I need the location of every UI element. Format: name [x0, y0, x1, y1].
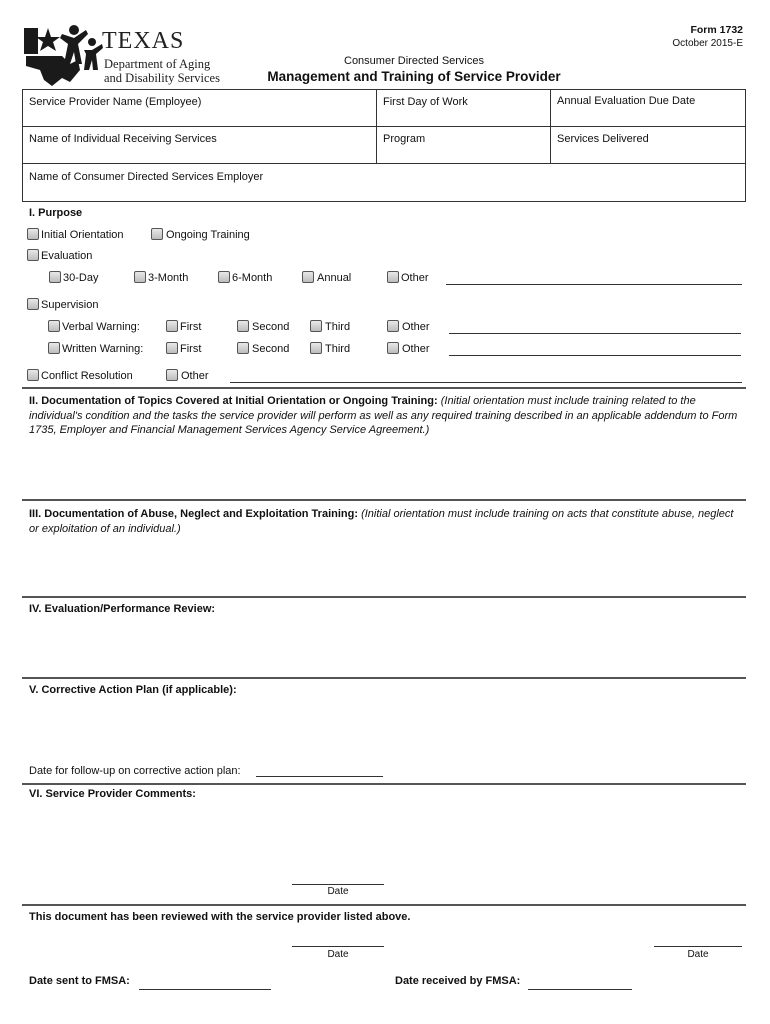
grid-line — [22, 126, 746, 127]
eval-6-month-label: 6-Month — [232, 272, 273, 284]
eval-other-checkbox[interactable] — [387, 271, 399, 283]
first-day-field[interactable]: First Day of Work — [383, 96, 468, 108]
grid-line — [376, 89, 377, 163]
written-third-label: Third — [325, 343, 351, 355]
eval-other-label: Other — [401, 272, 429, 284]
eval-annual-checkbox[interactable] — [302, 271, 314, 283]
review-date-1-label: Date — [327, 949, 349, 960]
employer-name-field[interactable]: Name of Consumer Directed Services Employer — [29, 171, 264, 183]
ongoing-training-checkbox[interactable] — [151, 228, 163, 240]
written-other-input-line[interactable] — [449, 355, 741, 356]
eval-6-month-checkbox[interactable] — [218, 271, 230, 283]
initial-orientation-checkbox[interactable] — [27, 228, 39, 240]
section-3-heading: III. Documentation of Abuse, Neglect and Exploitation Training: — [29, 508, 359, 520]
verbal-second-label: Second — [252, 321, 290, 333]
section-divider — [22, 499, 746, 501]
review-date-2-input-line[interactable] — [654, 946, 742, 947]
conflict-resolution-label: Conflict Resolution — [41, 370, 133, 382]
logo-dept-line1: Department of Aging — [104, 57, 211, 71]
review-date-2-label: Date — [687, 949, 709, 960]
verbal-other-checkbox[interactable] — [387, 320, 399, 332]
form-subtitle: Consumer Directed Services — [344, 55, 484, 67]
followup-date-input-line[interactable] — [256, 776, 383, 777]
program-field[interactable]: Program — [383, 133, 426, 145]
grid-line — [745, 89, 746, 201]
services-delivered-field[interactable]: Services Delivered — [557, 133, 649, 145]
verbal-first-checkbox[interactable] — [166, 320, 178, 332]
section-6-heading[interactable]: VI. Service Provider Comments: — [29, 788, 196, 800]
review-date-1-input-line[interactable] — [292, 946, 384, 947]
verbal-other-label: Other — [402, 321, 430, 333]
section-divider — [22, 677, 746, 679]
verbal-other-input-line[interactable] — [449, 333, 741, 334]
grid-line — [550, 89, 551, 163]
grid-line — [22, 89, 746, 90]
date-sent-fmsa-input-line[interactable] — [139, 989, 271, 990]
purpose-other-label: Other — [181, 370, 209, 382]
comments-date-label: Date — [327, 886, 349, 897]
written-second-label: Second — [252, 343, 290, 355]
date-sent-fmsa-label: Date sent to FMSA: — [29, 975, 130, 987]
eval-annual-label: Annual — [317, 272, 352, 284]
verbal-third-checkbox[interactable] — [310, 320, 322, 332]
written-third-checkbox[interactable] — [310, 342, 322, 354]
written-warning-label: Written Warning: — [62, 343, 144, 355]
date-received-fmsa-input-line[interactable] — [528, 989, 632, 990]
evaluation-checkbox[interactable] — [27, 249, 39, 261]
annual-eval-field[interactable]: Annual Evaluation Due Date — [557, 95, 696, 107]
supervision-label: Supervision — [41, 299, 99, 311]
logo-dept-line2: and Disability Services — [104, 71, 220, 85]
grid-line — [22, 201, 746, 202]
comments-date-input-line[interactable] — [292, 884, 384, 885]
eval-3-month-checkbox[interactable] — [134, 271, 146, 283]
written-second-checkbox[interactable] — [237, 342, 249, 354]
individual-name-field[interactable]: Name of Individual Receiving Services — [29, 133, 217, 145]
written-warning-checkbox[interactable] — [48, 342, 60, 354]
form-number: Form 1732 — [690, 24, 743, 36]
verbal-warning-label: Verbal Warning: — [62, 321, 140, 333]
section-2-block[interactable] — [29, 394, 739, 438]
section-divider — [22, 904, 746, 906]
date-received-fmsa-label: Date received by FMSA: — [395, 975, 521, 987]
grid-line — [22, 163, 746, 164]
section-2-note: (Initial orientation must include training related to the individual's condition and the tasks the service provider will perform as well as any required training described in an applicable addendum to Form 1735, Employer and Financial Management Services Agency Service Agreement.) — [29, 395, 738, 436]
eval-other-input-line[interactable] — [446, 284, 742, 285]
written-first-label: First — [180, 343, 202, 355]
section-3-block[interactable] — [29, 507, 739, 536]
written-first-checkbox[interactable] — [166, 342, 178, 354]
purpose-other-input-line[interactable] — [230, 382, 742, 383]
section-3-note: (Initial orientation must include training on acts that constitute abuse, neglect or exploitation of an individual.) — [29, 508, 734, 535]
section-divider — [22, 596, 746, 598]
supervision-checkbox[interactable] — [27, 298, 39, 310]
section-4-heading[interactable]: IV. Evaluation/Performance Review: — [29, 603, 216, 615]
purpose-other-checkbox[interactable] — [166, 369, 178, 381]
logo-texas-text: TEXAS — [102, 28, 185, 54]
eval-30-day-label: 30-Day — [63, 272, 99, 284]
initial-orientation-label: Initial Orientation — [41, 229, 124, 241]
section-2-heading: II. Documentation of Topics Covered at Initial Orientation or Ongoing Training: — [29, 395, 438, 407]
evaluation-label: Evaluation — [41, 250, 93, 262]
verbal-warning-checkbox[interactable] — [48, 320, 60, 332]
grid-line — [22, 89, 23, 201]
written-other-checkbox[interactable] — [387, 342, 399, 354]
section-divider — [22, 783, 746, 785]
written-other-label: Other — [402, 343, 430, 355]
review-statement: This document has been reviewed with the service provider listed above. — [29, 911, 411, 923]
section-divider — [22, 387, 746, 389]
eval-3-month-label: 3-Month — [148, 272, 189, 284]
purpose-heading: I. Purpose — [29, 207, 83, 219]
section-5-heading[interactable]: V. Corrective Action Plan (if applicable): — [29, 684, 237, 696]
followup-date-label: Date for follow-up on corrective action plan: — [29, 765, 241, 777]
form-title: Management and Training of Service Provider — [267, 69, 561, 84]
verbal-second-checkbox[interactable] — [237, 320, 249, 332]
form-revision-date: October 2015-E — [672, 38, 743, 49]
verbal-first-label: First — [180, 321, 202, 333]
eval-30-day-checkbox[interactable] — [49, 271, 61, 283]
conflict-resolution-checkbox[interactable] — [27, 369, 39, 381]
verbal-third-label: Third — [325, 321, 351, 333]
provider-name-field[interactable]: Service Provider Name (Employee) — [29, 96, 202, 108]
ongoing-training-label: Ongoing Training — [166, 229, 250, 241]
